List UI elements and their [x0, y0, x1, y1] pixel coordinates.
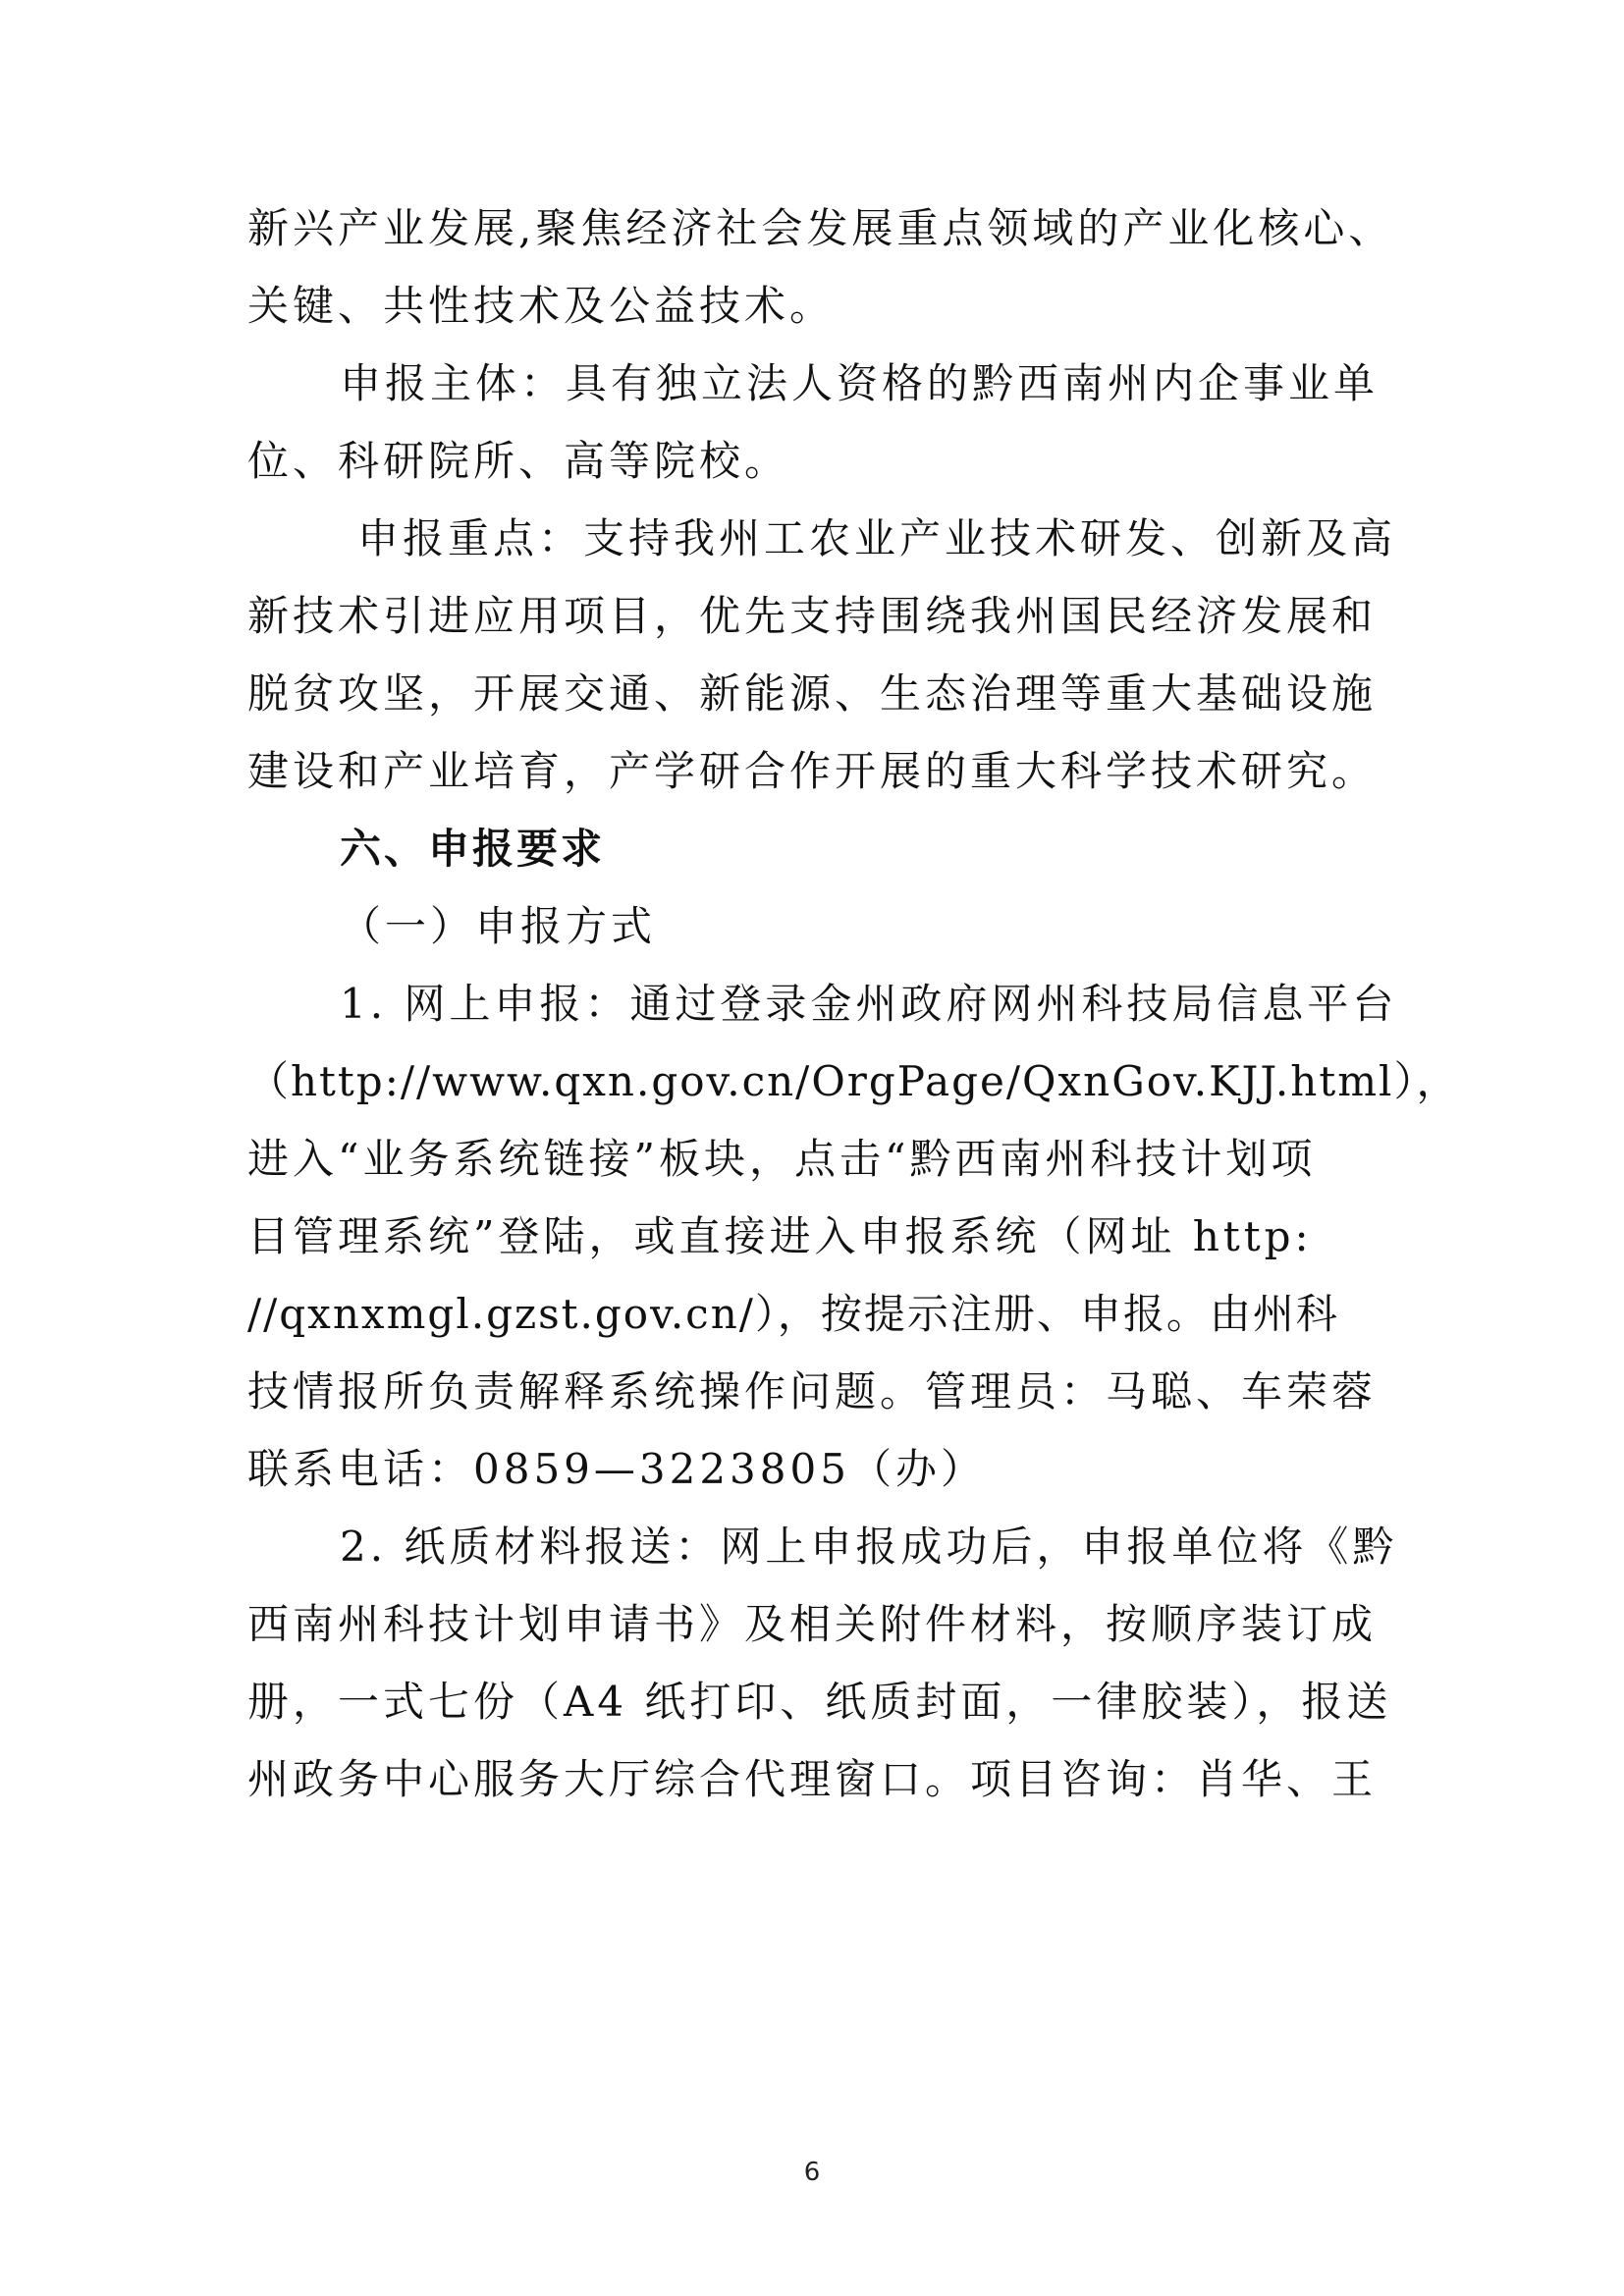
text-line: 关键、共性技术及公益技术。: [247, 282, 836, 330]
text-line: 册，一式七份（A4 纸打印、纸质封面，一律胶装），报送: [247, 1678, 1392, 1726]
list-item-online-declaration: 1. 网上申报：通过登录金州政府网州科技局信息平台: [340, 980, 1398, 1028]
text-line: 新技术引进应用项目，优先支持围绕我州国民经济发展和: [247, 592, 1378, 640]
text-line: 目管理系统”登陆，或直接进入申报系统（网址 http:: [247, 1212, 1313, 1260]
text-line: 建设和产业培育，产学研合作开展的重大科学技术研究。: [247, 747, 1378, 795]
list-item-paper-submission: 2. 纸质材料报送：网上申报成功后，申报单位将《黔: [340, 1522, 1398, 1571]
subsection-heading: （一）申报方式: [340, 902, 657, 950]
text-line: 进入“业务系统链接”板块，点击“黔西南州科技计划项: [247, 1135, 1317, 1183]
text-line: 技情报所负责解释系统操作问题。管理员：马聪、车荣蓉: [247, 1367, 1378, 1415]
url-line: //qxnxmgl.gzst.gov.cn/），按提示注册、申报。由州科: [247, 1290, 1339, 1338]
text-line: 新兴产业发展,聚焦经济社会发展重点领域的产业化核心、: [247, 204, 1394, 252]
text-line: 脱贫攻坚，开展交通、新能源、生态治理等重大基础设施: [247, 669, 1378, 718]
paragraph-declaration-focus: 申报重点：支持我州工农业产业技术研发、创新及高: [357, 514, 1397, 562]
text-line: 位、科研院所、高等院校。: [247, 437, 790, 485]
contact-phone-line: 联系电话：0859—3223805（办）: [247, 1445, 986, 1493]
paragraph-declaration-subject: 申报主体：具有独立法人资格的黔西南州内企事业单: [340, 359, 1380, 407]
url-line: （http://www.qxn.gov.cn/OrgPage/QxnGov.KJJ.html），: [247, 1057, 1460, 1105]
body-text: [247, 189, 1460, 1818]
text-line: 州政务中心服务大厅综合代理窗口。项目咨询：肖华、王: [247, 1755, 1378, 1803]
page-number: 6: [803, 2158, 821, 2187]
section-heading: 六、申报要求: [340, 825, 606, 873]
text-line: 西南州科技计划申请书》及相关附件材料，按顺序装订成: [247, 1600, 1378, 1648]
